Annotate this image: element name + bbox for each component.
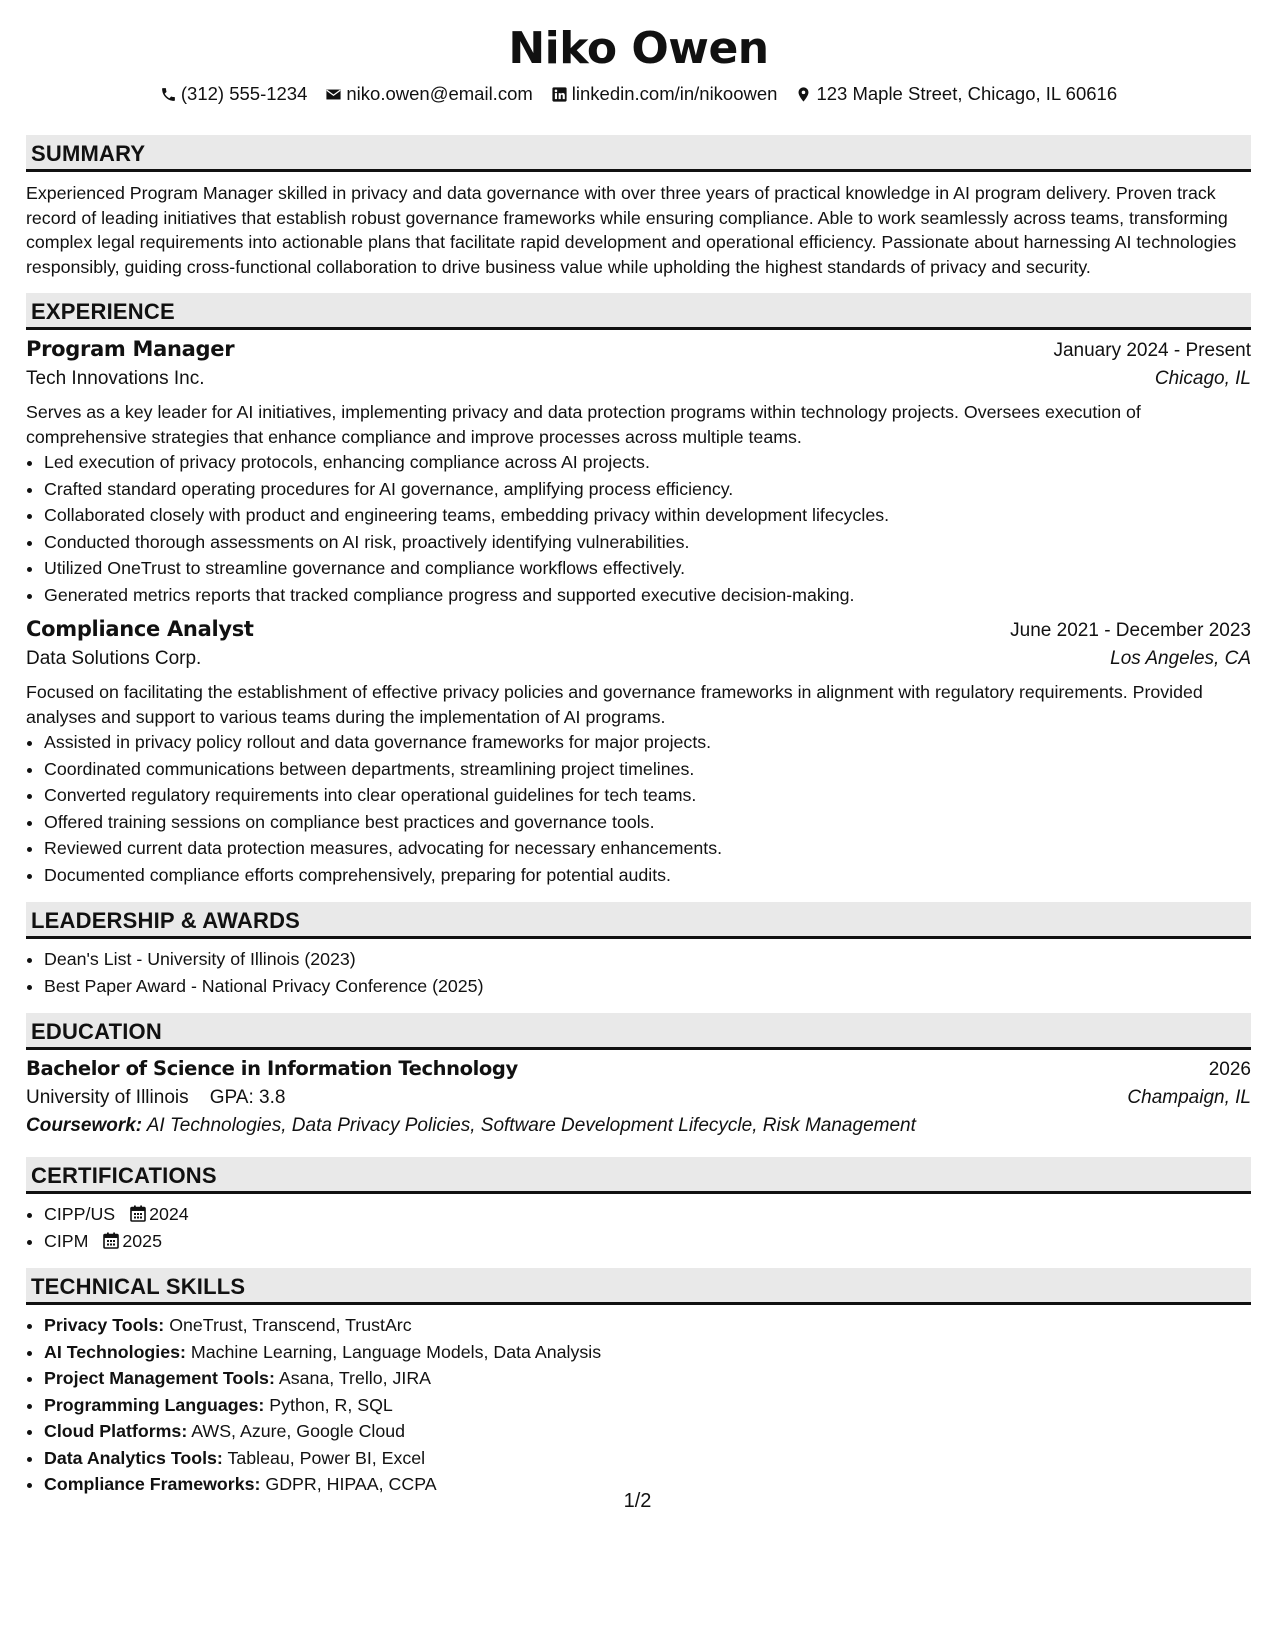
list-item (44, 1312, 1251, 1339)
section-heading-skills: TECHNICAL SKILLS (26, 1268, 1251, 1305)
skill-value: Tableau, Power BI, Excel (227, 1447, 426, 1468)
skill-label: Compliance Frameworks: (44, 1474, 261, 1494)
skill-value: Python, R, SQL (269, 1394, 393, 1415)
job-location: Los Angeles, CA (1110, 648, 1251, 669)
list-item: • Offered training sessions on compliance best practices and governance tools. (44, 809, 1251, 836)
cert-name: CIPM (44, 1230, 89, 1251)
list-item: • Utilized OneTrust to streamline governance and compliance workflows effectively. (44, 555, 1251, 582)
list-item: • Coordinated communications between departments, streamlining project timelines. (44, 756, 1251, 783)
linkedin-icon (551, 86, 568, 103)
list-item: • Led execution of privacy protocols, enhancing compliance across AI projects. (44, 449, 1251, 476)
cert-year: 2025 (122, 1230, 162, 1251)
section-heading-certifications: CERTIFICATIONS (26, 1157, 1251, 1194)
job-location: Chicago, IL (1154, 368, 1251, 389)
gpa: GPA: 3.8 (209, 1087, 286, 1108)
section-heading-experience: EXPERIENCE (26, 293, 1251, 330)
list-item (44, 1418, 1251, 1445)
contact-linkedin[interactable]: linkedin.com/in/nikoowen (551, 81, 778, 107)
section-heading-education: EDUCATION (26, 1013, 1251, 1050)
map-pin-icon (795, 86, 812, 103)
contact-phone: (312) 555-1234 (160, 81, 308, 107)
section-heading-summary: SUMMARY (26, 135, 1251, 172)
job-title: Program Manager (26, 337, 235, 361)
skill-label: AI Technologies: (44, 1341, 186, 1362)
phone-icon (160, 86, 177, 103)
skill-label: Privacy Tools: (44, 1315, 165, 1335)
list-item (44, 1392, 1251, 1419)
school-line (26, 1087, 285, 1109)
job-dates: January 2024 - Present (1053, 340, 1251, 361)
list-item: • Conducted thorough assessments on AI risk, proactively identifying vulnerabilities. (44, 529, 1251, 556)
cert-name: CIPP/US (44, 1204, 116, 1224)
awards-list (26, 946, 1251, 999)
school-location: Champaign, IL (1127, 1087, 1251, 1108)
job-description: Serves as a key leader for AI initiatives, implementing privacy and data protection programs within technology projects. Oversees execution of comprehensive strategies that enhance compliance and improve processes across multiple teams. (26, 402, 1141, 447)
coursework-label: Coursework: (26, 1115, 143, 1136)
list-item: • Assisted in privacy policy rollout and data governance frameworks for major projects. (44, 729, 1251, 756)
job-dates: June 2021 - December 2023 (1010, 620, 1251, 641)
skill-label: Programming Languages: (44, 1394, 265, 1415)
skill-label: Data Analytics Tools: (44, 1447, 223, 1468)
contact-address: 123 Maple Street, Chicago, IL 60616 (795, 81, 1117, 107)
education-entry (26, 1057, 1251, 1137)
list-item: • Documented compliance efforts comprehensively, preparing for potential audits. (44, 862, 1251, 889)
envelope-icon (325, 86, 342, 103)
job-company: Data Solutions Corp. (26, 648, 202, 669)
job-bullets (26, 449, 1251, 608)
skill-value: Asana, Trello, JIRA (278, 1368, 432, 1388)
graduation-year: 2026 (1208, 1059, 1251, 1080)
page-number: 1/2 (623, 1490, 652, 1512)
list-item (44, 1201, 1251, 1228)
list-item: • Dean's List - University of Illinois (2023) (44, 946, 1251, 973)
list-item (44, 1445, 1251, 1472)
certifications-list (26, 1201, 1251, 1254)
contact-email[interactable]: niko.owen@email.com (325, 81, 532, 107)
skill-value: Machine Learning, Language Models, Data Analysis (190, 1341, 602, 1362)
resume-page (26, 0, 1251, 1498)
job-description: Focused on facilitating the establishment of effective privacy policies and governance frameworks in alignment with regulatory requirements. Provided analyses and support to various teams during the implementation of AI programs. (26, 682, 1203, 727)
list-item (44, 1339, 1251, 1366)
job-bullets (26, 729, 1251, 888)
skills-list (26, 1312, 1251, 1498)
job-title: Compliance Analyst (26, 617, 254, 641)
list-item: • Best Paper Award - National Privacy Conference (2025) (44, 973, 1251, 1000)
job-company: Tech Innovations Inc. (26, 368, 205, 389)
list-item: • Crafted standard operating procedures for AI governance, amplifying process efficiency. (44, 476, 1251, 503)
list-item: • Collaborated closely with product and engineering teams, embedding privacy within development lifecycles. (44, 502, 1251, 529)
coursework-list: AI Technologies, Data Privacy Policies, Software Development Lifecycle, Risk Management (146, 1115, 916, 1136)
skill-value: OneTrust, Transcend, TrustArc (169, 1315, 412, 1335)
calendar-icon (103, 1232, 119, 1249)
degree-title: Bachelor of Science in Information Technology (26, 1057, 518, 1080)
list-item (44, 1228, 1251, 1255)
skill-value: GDPR, HIPAA, CCPA (265, 1474, 437, 1494)
coursework (26, 1115, 1251, 1137)
job-entry (26, 337, 1251, 608)
cert-year: 2024 (149, 1204, 189, 1224)
summary-text: Experienced Program Manager skilled in privacy and data governance with over three years of practical knowledge in AI program delivery. Proven track record of leading initiatives that establish robust governance frameworks while ensuring compliance. Able to work seamlessly across teams, transforming complex legal requirements into actionable plans that facilitate rapid development and operational efficiency. Passionate about harnessing AI technologies responsibly, guiding cross-functional collaboration to drive business value while upholding the highest standards of privacy and security. (26, 183, 1237, 277)
job-entry (26, 617, 1251, 888)
list-item (44, 1365, 1251, 1392)
section-heading-awards: LEADERSHIP & AWARDS (26, 902, 1251, 939)
contact-bar (26, 81, 1251, 107)
skill-label: Cloud Platforms: (44, 1421, 188, 1441)
list-item: • Reviewed current data protection measures, advocating for necessary enhancements. (44, 835, 1251, 862)
skill-value: AWS, Azure, Google Cloud (191, 1421, 406, 1441)
school-name: University of Illinois (26, 1087, 189, 1108)
list-item: • Converted regulatory requirements into clear operational guidelines for tech teams. (44, 782, 1251, 809)
skill-label: Project Management Tools: (44, 1368, 275, 1388)
candidate-name: Niko Owen (508, 23, 769, 74)
list-item: • Generated metrics reports that tracked compliance progress and supported executive decision-making. (44, 582, 1251, 609)
calendar-icon (130, 1205, 146, 1222)
